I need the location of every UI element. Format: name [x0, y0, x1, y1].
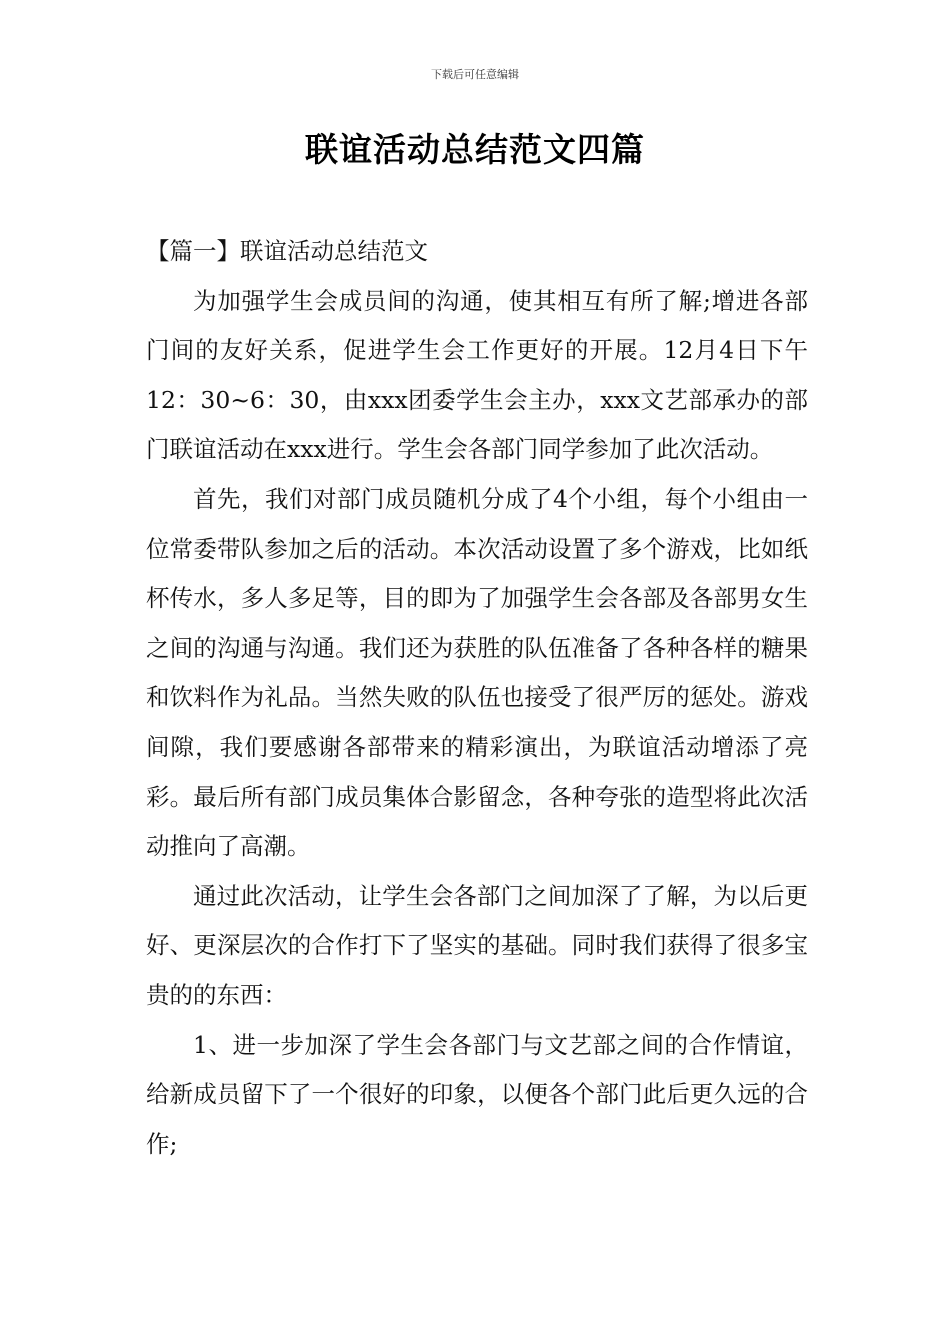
paragraph-point-1: 1、进一步加深了学生会各部门与文艺部之间的合作情谊，给新成员留下了一个很好的印象，以便各个部门此后更久远的合作;: [146, 1030, 808, 1158]
header-note: 下载后可任意编辑: [431, 68, 519, 81]
paragraph-intro: 为加强学生会成员间的沟通，使其相互有所了解;增进各部门间的友好关系，促进学生会工作更好的开展。12月4日下午12：30~6：30，由xxx团委学生会主办，xxx文艺部承办的部门联谊活动在xxx进行。学生会各部门同学参加了此次活动。: [146, 286, 808, 464]
document-body: [146, 227, 808, 1169]
section-heading: 【篇一】联谊活动总结范文: [146, 237, 428, 265]
paragraph-outcome: 通过此次活动，让学生会各部门之间加深了了解，为以后更好、更深层次的合作打下了坚实的基础。同时我们获得了很多宝贵的的东西：: [146, 881, 808, 1009]
paragraph-activities: 首先，我们对部门成员随机分成了4个小组，每个小组由一位常委带队参加之后的活动。本次活动设置了多个游戏，比如纸杯传水，多人多足等，目的即为了加强学生会各部及各部男女生之间的沟通与沟通。我们还为获胜的队伍准备了各种各样的糖果和饮料作为礼品。当然失败的队伍也接受了很严厉的惩处。游戏间隙，我们要感谢各部带来的精彩演出，为联谊活动增添了亮彩。最后所有部门成员集体合影留念，各种夸张的造型将此次活动推向了高潮。: [146, 484, 808, 861]
document-title: 联谊活动总结范文四篇: [305, 130, 645, 169]
